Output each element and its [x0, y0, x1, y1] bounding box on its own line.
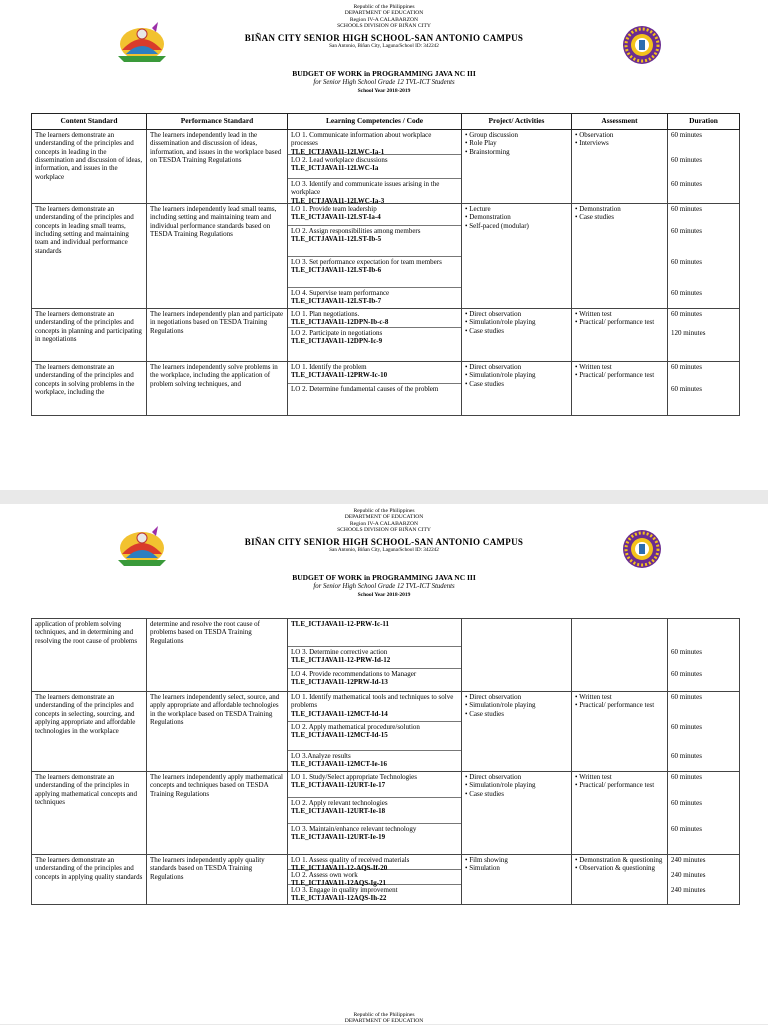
table-body [32, 129, 740, 415]
assessment-cell: • Written test • Practical/ performance test [572, 361, 668, 415]
competency-code: TLE_ICTJAVA11-12URT-Ie-19 [291, 833, 386, 842]
learning-competency [288, 669, 461, 690]
learning-competencies-cell [288, 361, 462, 415]
competency-text: LO 1. Identify mathematical tools and techniques to solve problems [291, 693, 454, 710]
learning-competency [288, 179, 461, 205]
table-row [32, 361, 740, 415]
learning-competency [288, 619, 461, 647]
duration-value: 60 minutes [671, 288, 702, 297]
competency-text: LO 4. Provide recommendations to Manager [291, 670, 417, 678]
assessment-cell: • Observation • Interviews [572, 129, 668, 203]
document-subtitle: for Senior High School Grade 12 TVL-ICT Students [313, 582, 455, 590]
letterhead-division: SCHOOLS DIVISION OF BIÑAN CITY [337, 23, 431, 30]
budget-of-work-table [31, 113, 740, 416]
letterhead-division: SCHOOLS DIVISION OF BIÑAN CITY [337, 527, 431, 534]
learning-competency [288, 309, 461, 328]
content-standard-cell: The learners demonstrate an understanding of the principles and concepts in leading small teams, including setting and maintaining team and individual performance standards [32, 203, 147, 308]
duration-value: 60 minutes [671, 204, 702, 213]
competency-text: LO 3. Engage in quality improvement [291, 886, 398, 894]
competency-code: TLE_ICTJAVA11-12PRW-Id-13 [291, 678, 388, 687]
duration-cell [668, 361, 740, 415]
assessment-cell: • Demonstration & questioning • Observation & questioning [572, 855, 668, 905]
competency-text: LO 2. Participate in negotiations [291, 328, 383, 337]
duration-value: 60 minutes [671, 825, 702, 833]
competency-text: LO 2. Determine fundamental causes of the problem [291, 384, 439, 393]
duration-value: 60 minutes [671, 752, 702, 760]
document-subtitle: for Senior High School Grade 12 TVL-ICT Students [313, 78, 455, 86]
content-standard-cell: The learners demonstrate an understanding of the principles and concepts in selecting, sourcing, and applying appropriate and affordable technologies in the workplace [32, 692, 147, 772]
learning-competency [288, 384, 461, 414]
duration-value: 60 minutes [671, 799, 702, 807]
activities-cell: • Direct observation • Simulation/role playing • Case studies [462, 308, 572, 361]
letterhead-region: Region IV-A CALABARZON [349, 16, 419, 23]
table-row [32, 129, 740, 203]
letterhead-address: San Antonio, Biñan City, Laguna/School ID: 342242 [329, 547, 439, 554]
performance-standard-cell: The learners independently lead small teams, including setting and maintaining team and individual performance standards based on TESDA Training Regulations [147, 203, 288, 308]
letterhead [0, 0, 768, 70]
budget-of-work-table [31, 618, 740, 905]
letterhead-department: DEPARTMENT OF EDUCATION [344, 10, 424, 17]
competency-code: TLE_ICTJAVA11-12LST-Ib-6 [291, 266, 382, 275]
letterhead-region: Region IV-A CALABARZON [349, 520, 419, 527]
competency-text: LO 3. Identify and communicate issues arising in the workplace [291, 179, 440, 197]
content-standard-cell: The learners demonstrate an understanding of the principles and concepts in leading in the dissemination and discussion of ideas, information, and issues in the workplace [32, 129, 147, 203]
duration-value: 60 minutes [671, 670, 702, 678]
learning-competency [288, 692, 461, 722]
competency-code: TLE_ICTJAVA11-12DPN-Ic-9 [291, 337, 383, 346]
competency-code: TLE_ICTJAVA11-12MCT-Id-15 [291, 731, 388, 740]
learning-competency [288, 288, 461, 307]
performance-standard-cell: The learners independently select, source, and apply appropriate and affordable technologies in the workplace based on TESDA Training Regulations [147, 692, 288, 772]
assessment-cell: • Written test • Practical/ performance test [572, 772, 668, 855]
letterhead-school-name: BIÑAN CITY SENIOR HIGH SCHOOL-SAN ANTONIO CAMPUS [244, 32, 524, 43]
competency-text: LO 2. Lead workplace discussions [291, 155, 388, 164]
document-titles [0, 69, 768, 95]
column-header: Performance Standard [147, 114, 288, 130]
competency-text: LO 4. Supervise team performance [291, 288, 390, 297]
duration-value: 60 minutes [671, 179, 702, 188]
letterhead-department: DEPARTMENT OF EDUCATION [344, 1018, 424, 1025]
learning-competency [288, 751, 461, 770]
competency-text: LO 1. Communicate information about workplace processes [291, 130, 432, 148]
competency-code: TLE_ICTJAVA11-12LST-Ib-5 [291, 235, 382, 244]
duration-value: 240 minutes [671, 871, 706, 879]
column-header: Learning Competencies / Code [288, 114, 462, 130]
content-standard-cell: The learners demonstrate an understanding of the principles and concepts in applying quality standards [32, 855, 147, 905]
competency-text: LO 1. Assess quality of received materials [291, 856, 410, 864]
document-title: BUDGET OF WORK in PROGRAMMING JAVA NC III [292, 573, 476, 582]
assessment-cell: • Demonstration • Case studies [572, 203, 668, 308]
learning-competencies-cell [288, 308, 462, 361]
competency-text: LO 3. Set performance expectation for team members [291, 257, 442, 266]
competency-code: TLE_ICTJAVA11-12URT-Ie-18 [291, 807, 386, 816]
duration-value: 60 minutes [671, 362, 702, 371]
document-page-1 [0, 0, 768, 490]
table-row [32, 692, 740, 772]
learning-competencies-cell [288, 772, 462, 855]
competency-text: LO 2. Apply mathematical procedure/solution [291, 723, 420, 731]
activities-cell: • Group discussion • Role Play • Brainstorming [462, 129, 572, 203]
competency-code: TLE_ICTJAVA11-12-PRW-Id-12 [291, 656, 391, 665]
performance-standard-cell: determine and resolve the root cause of problems based on TESDA Training Regulations [147, 619, 288, 692]
content-standard-cell: application of problem solving techniques, and in determining and resolving the root cause of problems [32, 619, 147, 692]
competency-text: LO 3. Maintain/enhance relevant technology [291, 825, 417, 833]
competency-code: TLE_ICTJAVA11-12LST-Ia-4 [291, 213, 381, 222]
learning-competency [288, 772, 461, 798]
learning-competency [288, 885, 461, 903]
learning-competencies-cell [288, 203, 462, 308]
competency-text: LO 2. Assign responsibilities among members [291, 226, 421, 235]
activities-cell: • Direct observation • Simulation/role playing • Case studies [462, 361, 572, 415]
content-standard-cell: The learners demonstrate an understanding of the principles in applying mathematical concepts and techniques [32, 772, 147, 855]
learning-competency [288, 130, 461, 155]
learning-competencies-cell [288, 692, 462, 772]
document-page-3 [0, 1010, 768, 1024]
learning-competency [288, 328, 461, 360]
letterhead-republic: Republic of the Philippines [353, 508, 415, 514]
learning-competency [288, 204, 461, 226]
competency-code: TLE_ICTJAVA11-12PRW-Ic-10 [291, 371, 388, 380]
table-row [32, 308, 740, 361]
duration-value: 120 minutes [671, 328, 706, 337]
duration-value: 60 minutes [671, 155, 702, 164]
competency-code: TLE_ICTJAVA11-12LWC-Ia [291, 164, 379, 173]
competency-code: TLE_ICTJAVA11-12URT-Ie-17 [291, 781, 386, 790]
learning-competency [288, 722, 461, 751]
duration-value: 60 minutes [671, 384, 702, 393]
competency-text: LO 3. Determine corrective action [291, 648, 388, 656]
duration-value: 60 minutes [671, 309, 702, 318]
learning-competencies-cell [288, 855, 462, 905]
competency-code: TLE_ICTJAVA11-12-PRW-Ic-11 [291, 620, 390, 628]
learning-competency [288, 798, 461, 824]
learning-competencies-cell [288, 129, 462, 203]
duration-cell [668, 619, 740, 692]
column-header: Project/ Activities [462, 114, 572, 130]
competency-text: LO 2. Apply relevant technologies [291, 799, 388, 807]
learning-competency [288, 257, 461, 288]
competency-text: LO 1. Plan negotiations. [291, 309, 360, 318]
duration-value: 240 minutes [671, 886, 706, 894]
duration-value: 60 minutes [671, 226, 702, 235]
assessment-cell: • Written test • Practical/ performance test [572, 308, 668, 361]
activities-cell: • Direct observation • Simulation/role playing • Case studies [462, 692, 572, 772]
performance-standard-cell: The learners independently solve problems in the workplace, including the application of problem solving techniques, and [147, 361, 288, 415]
letterhead [0, 504, 768, 574]
table-header-row [32, 114, 740, 130]
letterhead-school-name: BIÑAN CITY SENIOR HIGH SCHOOL-SAN ANTONIO CAMPUS [244, 536, 524, 547]
duration-value: 240 minutes [671, 856, 706, 864]
duration-value: 60 minutes [671, 773, 702, 781]
document-page-2 [0, 504, 768, 1019]
duration-value: 60 minutes [671, 257, 702, 266]
letterhead-republic: Republic of the Philippines [353, 4, 415, 10]
document-titles [0, 573, 768, 599]
content-standard-cell: The learners demonstrate an understanding of the principles and concepts in solving problems in the workplace, including the [32, 361, 147, 415]
competency-code: TLE_ICTJAVA11-12DPN-Ib-c-8 [291, 318, 389, 327]
column-header: Duration [668, 114, 740, 130]
assessment-cell [572, 619, 668, 692]
activities-cell [462, 619, 572, 692]
competency-code: TLE_ICTJAVA11-12-AQS-If-20 [291, 864, 388, 873]
learning-competency [288, 824, 461, 853]
learning-competency [288, 226, 461, 257]
letterhead-republic: Republic of the Philippines [353, 1012, 415, 1018]
document-title: BUDGET OF WORK in PROGRAMMING JAVA NC III [292, 69, 476, 78]
competency-text: LO 2. Assess own work [291, 871, 358, 879]
competency-code: TLE_ICTJAVA11-12AQS-Ih-22 [291, 894, 387, 903]
learning-competency [288, 362, 461, 384]
duration-value: 60 minutes [671, 648, 702, 656]
table-row [32, 855, 740, 905]
learning-competency [288, 155, 461, 179]
assessment-cell: • Written test • Practical/ performance test [572, 692, 668, 772]
competency-text: LO 3.Analyze results [291, 752, 351, 760]
column-header: Content Standard [32, 114, 147, 130]
duration-cell [668, 692, 740, 772]
school-year: School Year 2018-2019 [357, 87, 411, 94]
competency-code: TLE_ICTJAVA11-12LWC-Ia-1 [291, 147, 385, 156]
activities-cell: • Film showing • Simulation [462, 855, 572, 905]
table-row [32, 772, 740, 855]
duration-value: 60 minutes [671, 130, 702, 139]
duration-cell [668, 203, 740, 308]
competency-text: LO 1. Identify the problem [291, 362, 367, 371]
learning-competencies-cell [288, 619, 462, 692]
performance-standard-cell: The learners independently apply quality standards based on TESDA Training Regulations [147, 855, 288, 905]
competency-text: LO 1. Provide team leadership [291, 204, 377, 213]
competency-code: TLE_ICTJAVA11-12LWC-Ia-3 [291, 196, 385, 205]
letterhead-department: DEPARTMENT OF EDUCATION [344, 514, 424, 521]
activities-cell: • Lecture • Demonstration • Self-paced (modular) [462, 203, 572, 308]
table-row [32, 203, 740, 308]
performance-standard-cell: The learners independently apply mathematical concepts and techniques based on TESDA Training Regulations [147, 772, 288, 855]
competency-text: LO 1. Study/Select appropriate Technologies [291, 773, 417, 781]
competency-code: TLE_ICTJAVA11-12LST-Ib-7 [291, 297, 382, 306]
content-standard-cell: The learners demonstrate an understanding of the principles and concepts in planning and participating in negotiations [32, 308, 147, 361]
learning-competency [288, 855, 461, 873]
table-body [32, 619, 740, 905]
table-row [32, 619, 740, 692]
duration-value [668, 619, 739, 647]
column-header: Assessment [572, 114, 668, 130]
activities-cell: • Direct observation • Simulation/role playing • Case studies [462, 772, 572, 855]
duration-value: 60 minutes [671, 723, 702, 731]
competency-code: TLE_ICTJAVA11-12AQS-Ig-21 [291, 879, 387, 888]
learning-competency [288, 647, 461, 669]
performance-standard-cell: The learners independently plan and participate in negotiations based on TESDA Training Regulations [147, 308, 288, 361]
duration-cell [668, 855, 740, 905]
competency-code: TLE_ICTJAVA11-12MCT-Ie-16 [291, 760, 387, 769]
school-year: School Year 2018-2019 [357, 591, 411, 598]
duration-cell [668, 129, 740, 203]
duration-value: 60 minutes [671, 693, 702, 701]
performance-standard-cell: The learners independently lead in the dissemination and discussion of ideas, information, and issues in the workplace based on TESDA Training Regulations [147, 129, 288, 203]
duration-cell [668, 308, 740, 361]
competency-code: TLE_ICTJAVA11-12MCT-Id-14 [291, 709, 388, 718]
letterhead-address: San Antonio, Biñan City, Laguna/School ID: 342242 [329, 43, 439, 50]
duration-cell [668, 772, 740, 855]
